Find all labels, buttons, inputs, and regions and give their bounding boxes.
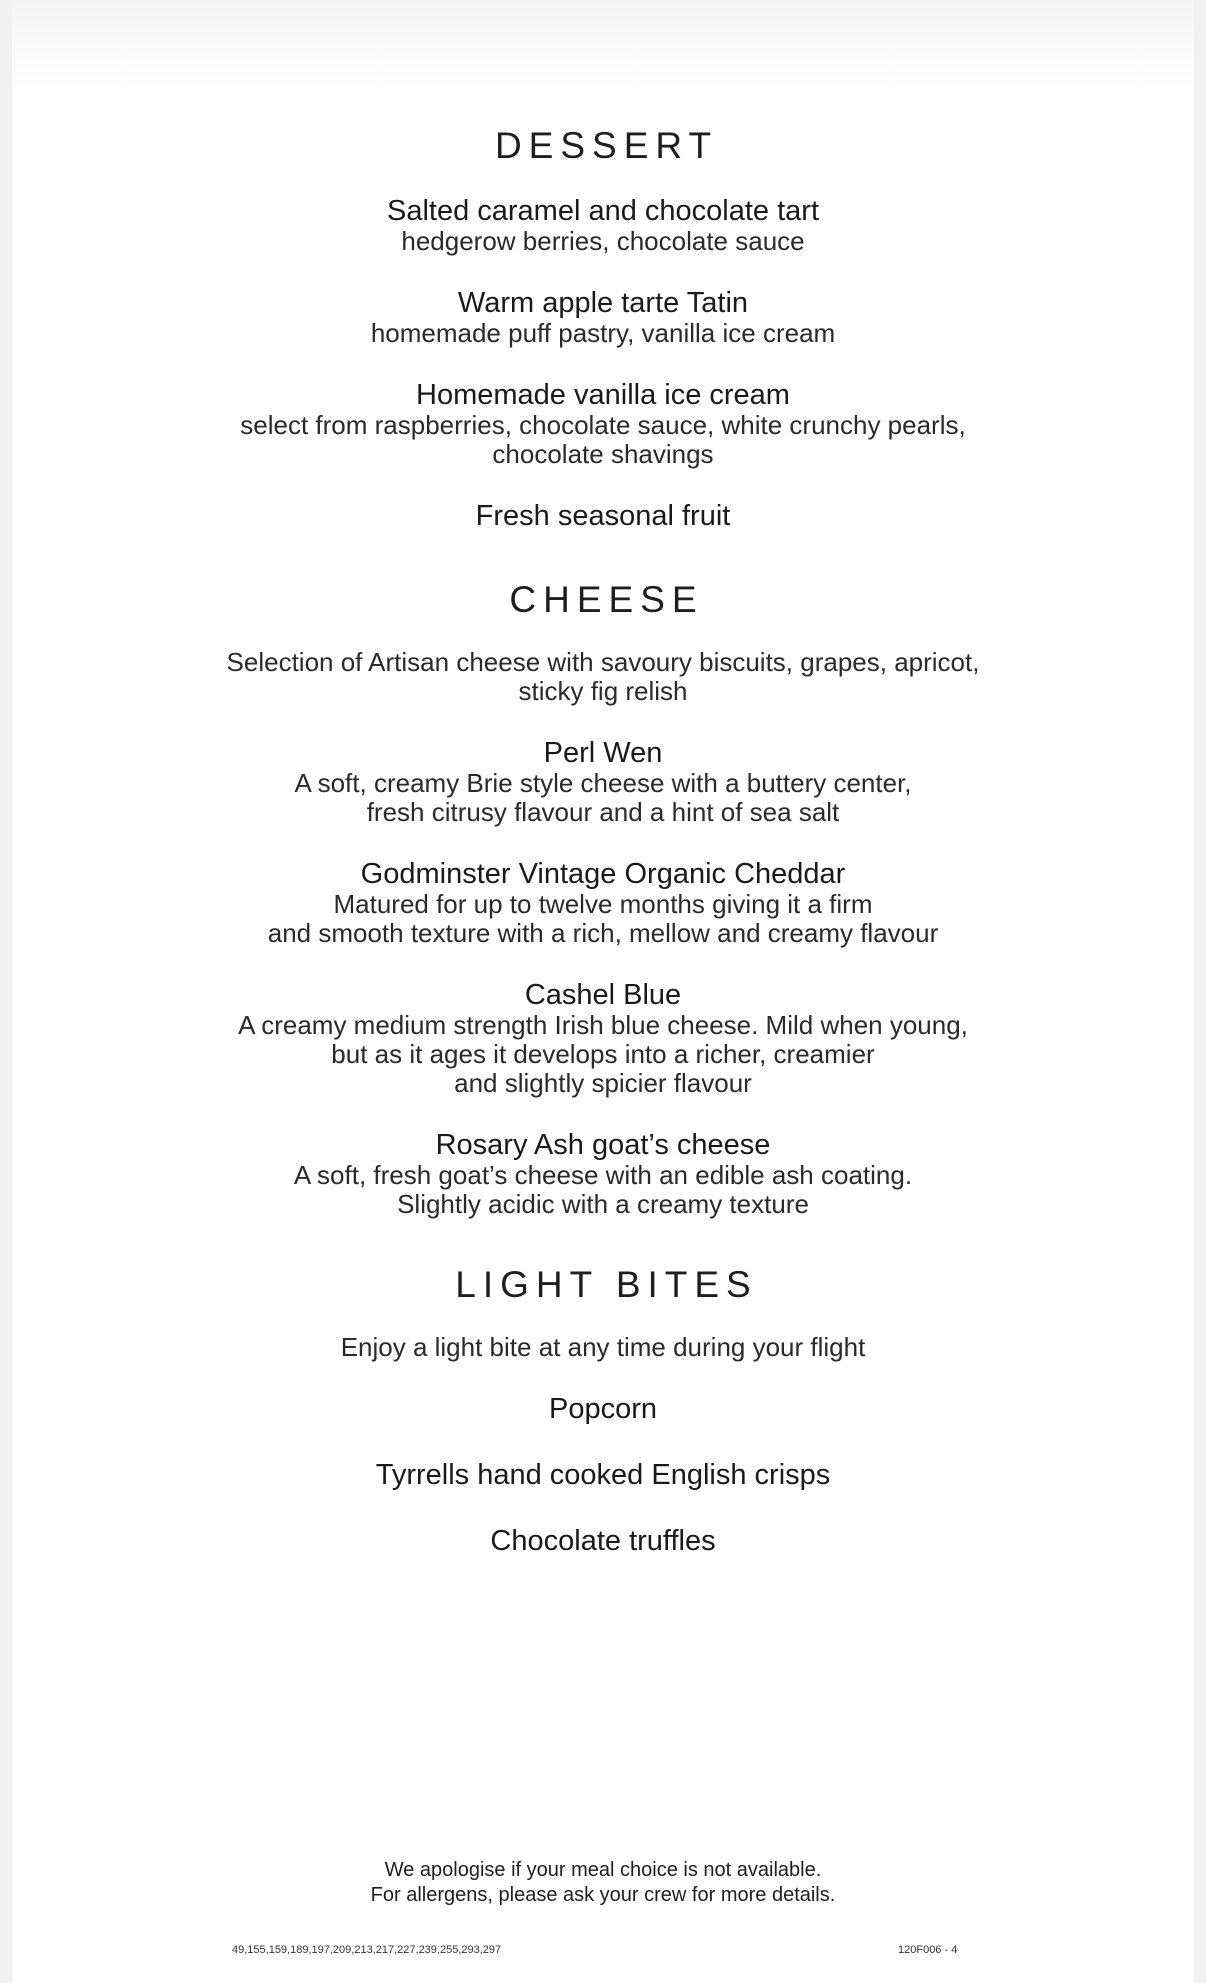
menu-item (12, 1460, 1194, 1491)
light-bites-heading: LIGHT BITES (455, 1264, 758, 1305)
menu-content (12, 118, 1194, 1557)
item-description: A soft, creamy Brie style cheese with a buttery center, (294, 768, 912, 798)
menu-item (12, 501, 1194, 532)
item-name: Popcorn (548, 1393, 657, 1425)
menu-code: 120F006 - 4 (898, 1944, 958, 1956)
item-description: A creamy medium strength Irish blue cheese. Mild when young, (238, 1010, 968, 1040)
item-name: Warm apple tarte Tatin (457, 287, 749, 319)
allergen-notice (12, 1858, 1194, 1908)
footer-line: For allergens, please ask your crew for more details. (370, 1884, 836, 1906)
menu-item (12, 980, 1194, 1098)
light-bites-intro (12, 1333, 1194, 1362)
menu-item (12, 380, 1194, 469)
item-description: fresh citrusy flavour and a hint of sea salt (366, 797, 840, 827)
intro-text: Selection of Artisan cheese with savoury biscuits, grapes, apricot, (226, 647, 980, 677)
item-name: Chocolate truffles (490, 1525, 716, 1557)
menu-item (12, 1526, 1194, 1557)
item-name: Cashel Blue (524, 979, 682, 1011)
item-description: hedgerow berries, chocolate sauce (401, 226, 805, 256)
menu-item (12, 196, 1194, 256)
menu-page (12, 0, 1194, 1983)
item-name: Salted caramel and chocolate tart (386, 195, 820, 227)
menu-item (12, 738, 1194, 827)
item-description: chocolate shavings (492, 439, 714, 469)
cheese-heading: CHEESE (509, 579, 704, 620)
item-name: Fresh seasonal fruit (475, 500, 731, 532)
menu-item (12, 859, 1194, 948)
item-description: homemade puff pastry, vanilla ice cream (370, 318, 836, 348)
item-name: Perl Wen (543, 737, 663, 769)
item-name: Godminster Vintage Organic Cheddar (360, 858, 846, 890)
intro-text: Enjoy a light bite at any time during your flight (340, 1332, 866, 1362)
item-description: select from raspberries, chocolate sauce, white crunchy pearls, (240, 410, 966, 440)
item-description: but as it ages it develops into a richer, creamier (331, 1039, 875, 1069)
flight-codes: 49,155,159,189,197,209,213,217,227,239,255,293,297 (232, 1944, 502, 1956)
item-description: and smooth texture with a rich, mellow and creamy flavour (267, 918, 939, 948)
cheese-intro (12, 648, 1194, 706)
item-name: Homemade vanilla ice cream (416, 379, 790, 411)
menu-item (12, 1394, 1194, 1425)
menu-item (12, 1130, 1194, 1219)
item-name: Tyrrells hand cooked English crisps (375, 1459, 831, 1491)
footer-line: We apologise if your meal choice is not available. (384, 1859, 822, 1881)
item-description: Slightly acidic with a creamy texture (397, 1189, 809, 1219)
item-description: Matured for up to twelve months giving it a firm (333, 889, 873, 919)
item-name: Rosary Ash goat’s cheese (435, 1129, 771, 1161)
item-description: A soft, fresh goat’s cheese with an edible ash coating. (293, 1160, 913, 1190)
top-shadow (12, 0, 1194, 90)
item-description: and slightly spicier flavour (454, 1068, 752, 1098)
intro-text: sticky fig relish (518, 676, 688, 706)
menu-item (12, 288, 1194, 348)
dessert-heading: DESSERT (494, 125, 719, 166)
